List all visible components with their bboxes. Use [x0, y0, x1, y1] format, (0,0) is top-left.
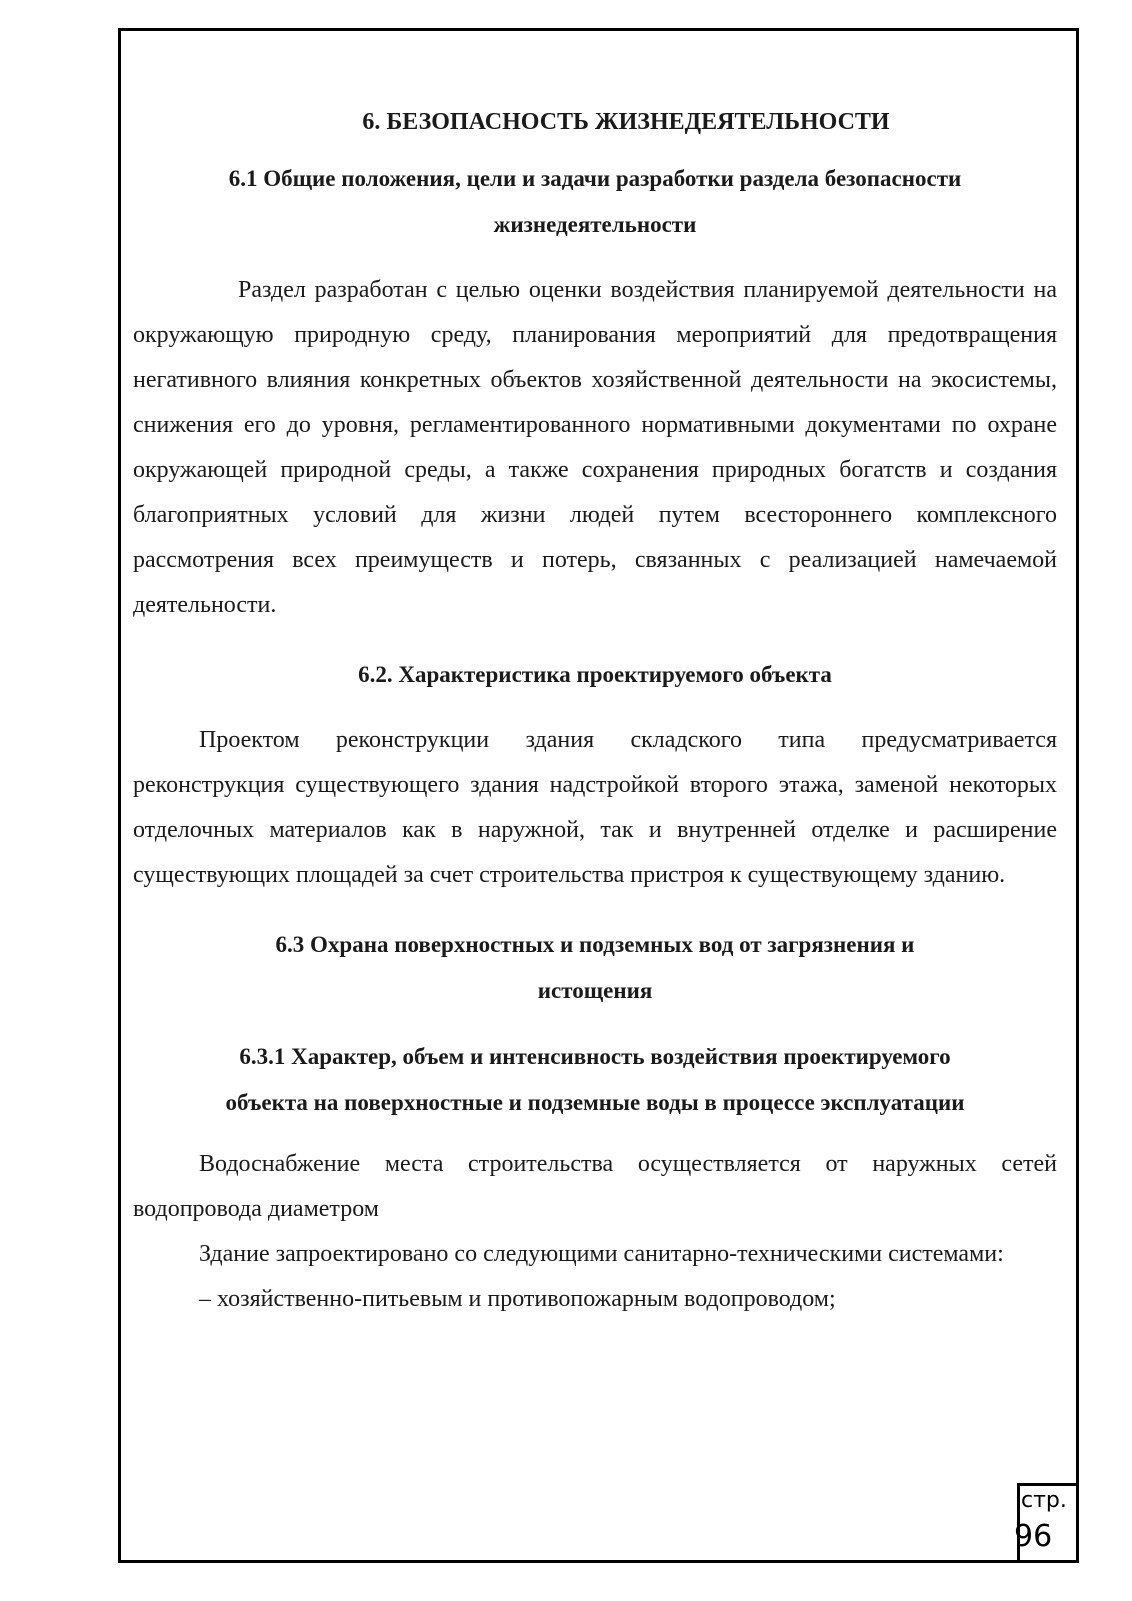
- chapter-title: 6. БЕЗОПАСНОСТЬ ЖИЗНЕДЕЯТЕЛЬНОСТИ: [362, 109, 890, 135]
- section-6-1-heading-line1: 6.1 Общие положения, цели и задачи разработки раздела безопасности: [228, 166, 962, 191]
- section-6-1-heading-line2: жизнедеятельности: [493, 212, 697, 237]
- section-6-3-heading-line2: истощения: [537, 978, 653, 1003]
- page-label: стр.: [1021, 1488, 1067, 1513]
- document-body: [133, 96, 1057, 1322]
- section-6-3-1-list-item-1: – хозяйственно-питьевым и противопожарным водопроводом;: [199, 1286, 836, 1312]
- section-6-2-heading: 6.2. Характеристика проектируемого объекта: [358, 662, 832, 687]
- page-number: 96: [1014, 1519, 1053, 1554]
- section-6-2-paragraph: Проектом реконструкции здания складского типа предусматривается реконструкция существующего здания надстройкой второго этажа, заменой некоторых отделочных материалов как в наружной, так и внутренней отделке и расширение существующих площадей за счет строительства пристроя к существующему зданию.: [133, 727, 1057, 888]
- section-6-3-heading-line1: 6.3 Охрана поверхностных и подземных вод от загрязнения и: [275, 932, 915, 957]
- section-6-1-paragraph: Раздел разработан с целью оценки воздействия планируемой деятельности на окружающую природную среду, планирования мероприятий для предотвращения негативного влияния конкретных объектов хозяйственной деятельности на экосистемы, снижения его до уровня, регламентированного нормативными документами по охране окружающей природной среды, а также сохранения природных богатств и создания благоприятных условий для жизни людей путем всестороннего комплексного рассмотрения всех преимуществ и потерь, связанных с реализацией намечаемой деятельности.: [133, 277, 1057, 618]
- section-6-3-1-heading-line2: объекта на поверхностные и подземные воды в процессе эксплуатации: [225, 1090, 965, 1115]
- section-6-3-1-paragraph-2: Здание запроектировано со следующими санитарно-техническими системами:: [199, 1241, 1004, 1267]
- section-6-3-1-heading-line1: 6.3.1 Характер, объем и интенсивность воздействия проектируемого: [239, 1044, 951, 1069]
- page-number-stamp: [1014, 1483, 1079, 1563]
- section-6-3-1-paragraph-1: Водоснабжение места строительства осуществляется от наружных сетей водопровода диаметром: [133, 1151, 1057, 1222]
